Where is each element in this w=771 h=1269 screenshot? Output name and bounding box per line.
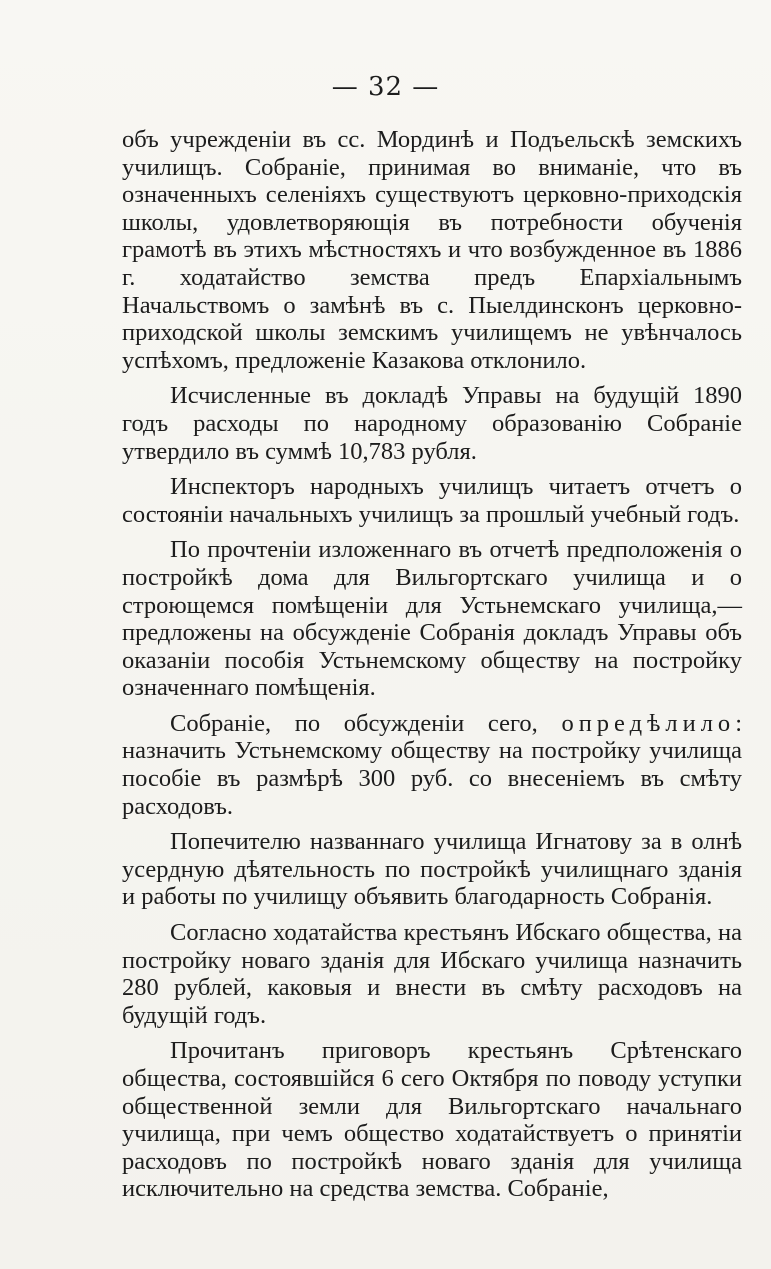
paragraph-1: объ учрежденіи въ сс. Мординѣ и Подъельскѣ земскихъ училищъ. Собраніе, принимая во вниманіе, что въ означенныхъ селеніяхъ существуютъ церковно-приходскія школы, удовлетворяющія въ потребности обученія грамотѣ въ этихъ мѣстностяхъ и что возбужденное въ 1886 г. ходатайство земства предъ Епархіальнымъ Начальствомъ о замѣнѣ въ с. Пыелдинсконъ церковно-приходской школы земскимъ училищемъ не увѣнчалось успѣхомъ, предложеніе Казакова отклонило. [122,126,742,374]
paragraph-5-before: Собраніе, по обсужденіи сего, [170,709,562,737]
page-text [122,126,742,1203]
paragraph-4: По прочтеніи изложеннаго въ отчетѣ предположенія о постройкѣ дома для Вильгортскаго училища и о строющемся помѣщеніи для Устьнемскаго училища,— предложены на обсужденіе Собранія докладъ Управы объ оказаніи пособія Устьнемскому обществу на постройку означеннаго помѣщенія. [122,536,742,702]
paragraph-5-spaced: опредѣлило [561,709,736,737]
paragraph-2: Исчисленные въ докладѣ Управы на будущій 1890 годъ расходы по народному образованію Собраніе утвердило въ суммѣ 10,783 рубля. [122,382,742,465]
paragraph-3: Инспекторъ народныхъ училищъ читаетъ отчетъ о состояніи начальныхъ училищъ за прошлый учебный годъ. [122,473,742,528]
paragraph-5 [122,710,742,820]
paragraph-7: Согласно ходатайства крестьянъ Ибскаго общества, на постройку новаго зданія для Ибскаго училища назначить 280 рублей, каковыя и внести въ смѣту расходовъ на будущій годъ. [122,919,742,1029]
paragraph-6: Попечителю названнаго училища Игнатову за в олнѣ усердную дѣятельность по постройкѣ училищнаго зданія и работы по училищу объявить благодарность Собранія. [122,828,742,911]
paragraph-8: Прочитанъ приговоръ крестьянъ Срѣтенскаго общества, состоявшійся 6 сего Октября по поводу уступки общественной земли для Вильгортскаго начальнаго училища, при чемъ общество ходатайствуетъ о принятіи расходовъ по постройкѣ новаго зданія для училища исключительно на средства земства. Собраніе, [122,1037,742,1203]
page-number: — 32 — [331,72,440,102]
paragraph-5-after: : назначить Устьнемскому обществу на постройку училища пособіе въ размѣрѣ 300 руб. со внесеніемъ въ смѣту расходовъ. [122,709,742,820]
